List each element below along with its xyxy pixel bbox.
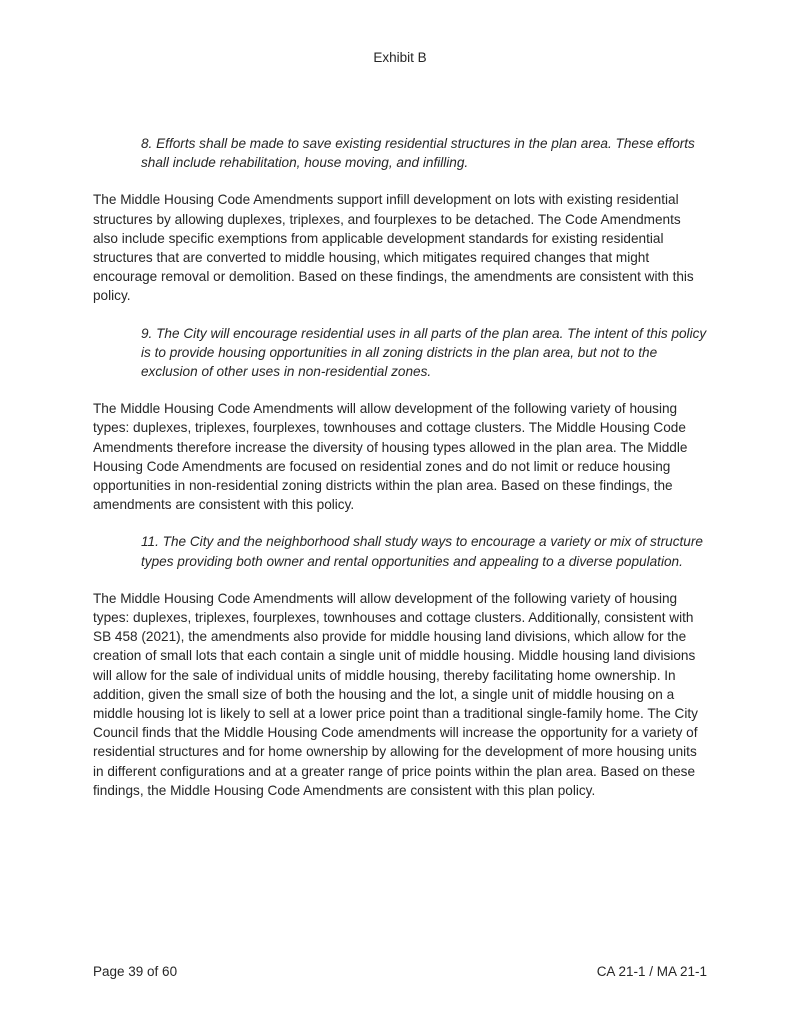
policy-text: 8. Efforts shall be made to save existing residential structures in the plan area. These efforts shall include rehabilitation, house moving, and infilling. — [141, 136, 695, 171]
policy-text: 11. The City and the neighborhood shall study ways to encourage a variety or mix of structure types providing both owner and rental opportunities and appealing to a diverse population. — [141, 534, 703, 569]
policy-section-8 — [93, 134, 707, 306]
finding-text: The Middle Housing Code Amendments will allow development of the following variety of housing types: duplexes, triplexes, fourplexes, townhouses and cottage clusters. The Middle Housing Code Amendments therefore increase the diversity of housing types allowed in the plan area. The Middle Housing Code Amendments are focused on residential zones and do not limit or reduce housing opportunities in non-residential zoning districts within the plan area. Based on these findings, the amendments are consistent with this policy. — [93, 401, 688, 513]
finding-text: The Middle Housing Code Amendments will allow development of the following variety of housing types: duplexes, triplexes, fourplexes, townhouses and cottage clusters. Additionally, consistent with SB 458 (2021), the amendments also provide for middle housing land divisions, which allow for the creation of small lots that each contain a single unit of middle housing. Middle housing land divisions will allow for the sale of individual units of middle housing, thereby facilitating home ownership. In addition, given the small size of both the housing and the lot, a single unit of middle housing on a middle housing lot is likely to sell at a lower price point than a traditional single-family home. The City Council finds that the Middle Housing Code amendments will increase the opportunity for a variety of residential structures and for home ownership by allowing for the development of more housing units in different configurations and at a greater range of price points within the plan area. Based on these findings, the Middle Housing Code Amendments are consistent with this plan policy. — [93, 590, 698, 798]
document-body — [93, 134, 707, 818]
policy-section-11 — [93, 532, 707, 800]
policy-text: 9. The City will encourage residential uses in all parts of the plan area. The intent of this policy is to provide housing opportunities in all zoning districts in the plan area, but not to the exclusion of other uses in non-residential zones. — [141, 325, 707, 380]
page-header: Exhibit B — [373, 50, 427, 65]
finding-text: The Middle Housing Code Amendments support infill development on lots with existing residential structures by allowing duplexes, triplexes, and fourplexes to be detached. The Code Amendments also include specific exemptions from applicable development standards for existing residential structures that are converted to middle housing, which mitigates required changes that might encourage removal or demolition. Based on these findings, the amendments are consistent with this policy. — [93, 192, 694, 304]
policy-section-9 — [93, 324, 707, 515]
page-number: Page 39 of 60 — [93, 964, 178, 979]
document-reference: CA 21-1 / MA 21-1 — [596, 964, 707, 979]
